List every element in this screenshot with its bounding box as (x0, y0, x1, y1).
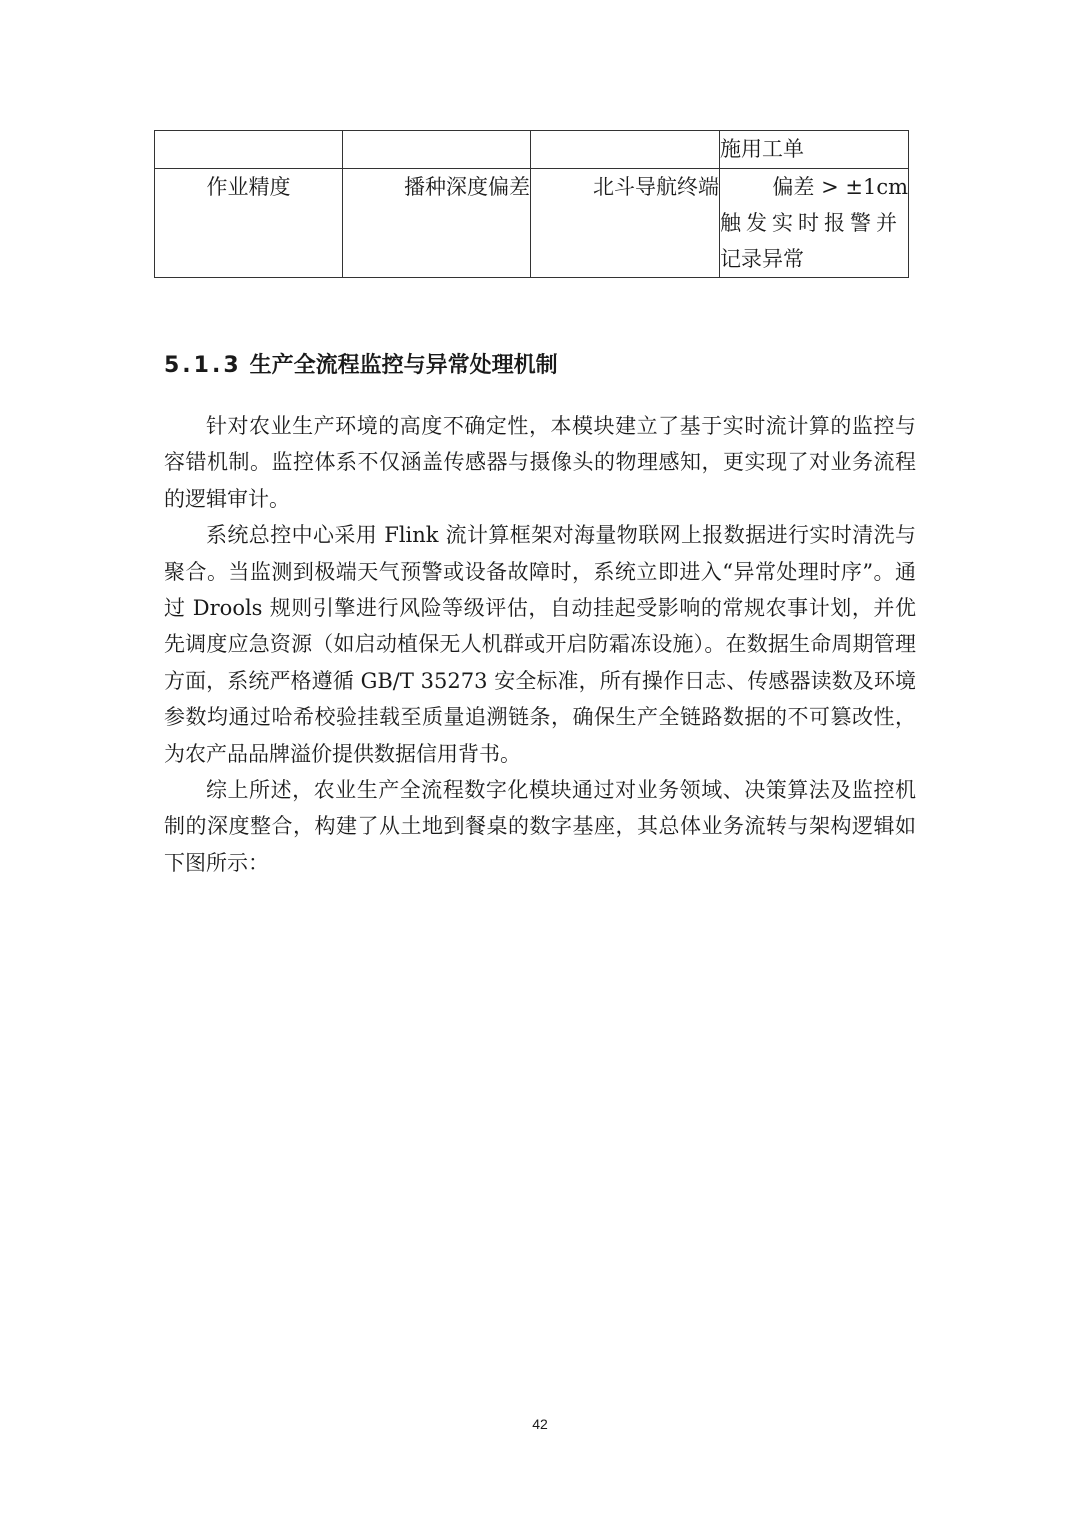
body-text (164, 408, 916, 881)
table-cell-metric: 作业精度 (155, 169, 343, 278)
table-cell-device: 北斗导航终端 (531, 169, 720, 278)
requirements-table (154, 130, 909, 278)
threshold-line: 偏差 > ±1cm (772, 175, 908, 199)
table-cell (155, 131, 343, 169)
table-cell-threshold (720, 169, 909, 278)
table-cell: 施用工单 (720, 131, 909, 169)
paragraph: 综上所述，农业生产全流程数字化模块通过对业务领域、决策算法及监控机制的深度整合，构建了从土地到餐桌的数字基座，其总体业务流转与架构逻辑如下图所示： (164, 778, 916, 875)
table-cell (531, 131, 720, 169)
section-number: 5.1.3 (164, 353, 242, 378)
table-cell (343, 131, 531, 169)
threshold-line: 触发实时报警并 (720, 211, 902, 235)
table-row (155, 131, 909, 169)
table-cell-indicator: 播种深度偏差 (343, 169, 531, 278)
paragraph: 系统总控中心采用 Flink 流计算框架对海量物联网上报数据进行实时清洗与聚合。当监测到极端天气预警或设备故障时，系统立即进入“异常处理时序”。通过 Drools 规则引擎进行风险等级评估，自动挂起受影响的常规农事计划，并优先调度应急资源（如启动植保无人机群或开启防霜冻设施）。在数据生命周期管理方面，系统严格遵循 GB/T 35273 安全标准，所有操作日志、传感器读数及环境参数均通过哈希校验挂载至质量追溯链条，确保生产全链路数据的不可篡改性，为农产品品牌溢价提供数据信用背书。 (164, 523, 916, 766)
table-row (155, 169, 909, 278)
threshold-line: 记录异常 (720, 247, 804, 271)
section-title: 生产全流程监控与异常处理机制 (249, 353, 558, 378)
section-heading (164, 349, 558, 383)
page-number: 42 (532, 1416, 548, 1432)
paragraph: 针对农业生产环境的高度不确定性，本模块建立了基于实时流计算的监控与容错机制。监控体系不仅涵盖传感器与摄像头的物理感知，更实现了对业务流程的逻辑审计。 (164, 414, 916, 511)
